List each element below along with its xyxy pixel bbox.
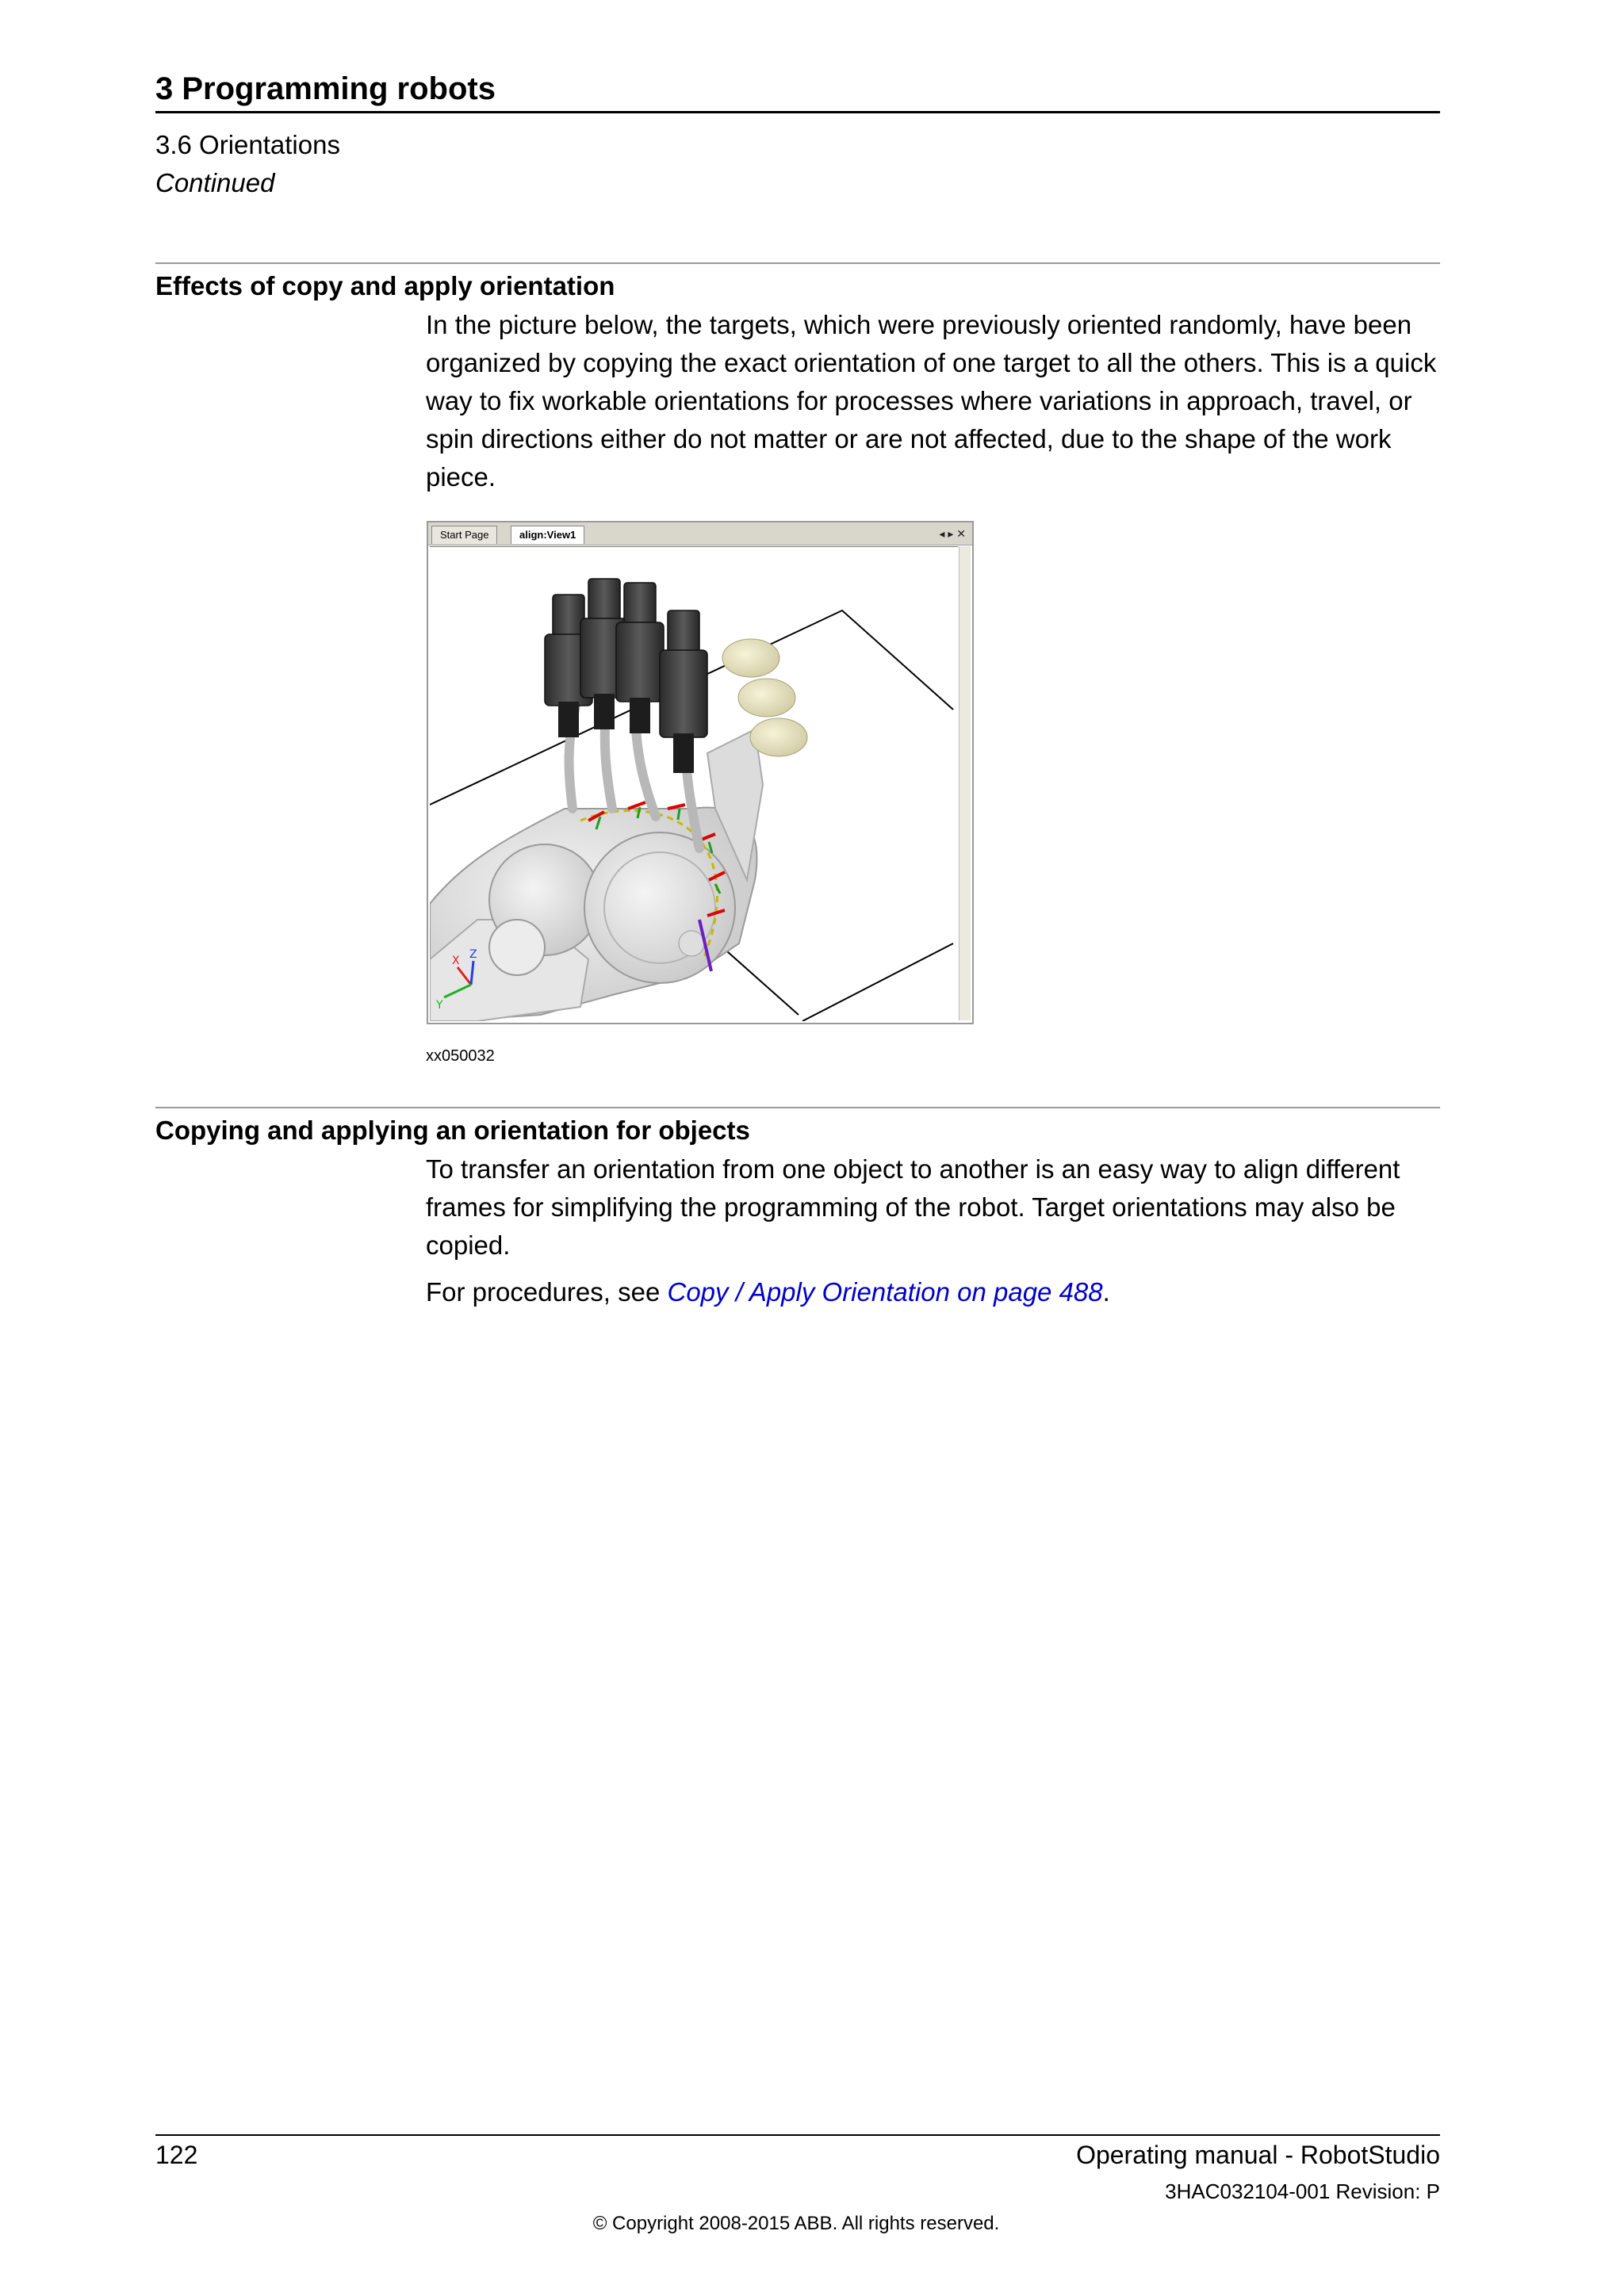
axis-z-label: Z <box>469 948 477 961</box>
document-id: 3HAC032104-001 Revision: P <box>1165 2179 1440 2203</box>
effects-paragraph: In the picture below, the targets, which were previously oriented randomly, have been organized by copying the exact orientation of one target to all the others. This is a quick way to fix workable orientations for processes where variations in approach, travel, or spin directions either do not matter or are not affected, due to the shape of the work piece. <box>426 310 1437 492</box>
view-tab-bar <box>428 522 972 545</box>
figure-caption: xx050032 <box>426 1047 495 1065</box>
axis-y-label: Y <box>436 999 443 1012</box>
tab-align-view[interactable]: align:View1 <box>511 526 584 544</box>
procedures-paragraph <box>426 1273 1445 1311</box>
tab-start-page[interactable]: Start Page <box>431 526 497 544</box>
section-divider <box>155 262 1440 264</box>
section-heading-copying: Copying and applying an orientation for objects <box>155 1115 750 1145</box>
header-rule <box>155 111 1440 113</box>
chapter-title: 3 Programming robots <box>155 71 496 106</box>
robotstudio-view-figure <box>427 521 974 1024</box>
workpiece-render-image <box>430 547 958 1021</box>
page-number: 122 <box>155 2141 198 2169</box>
tab-nav-close-controls[interactable]: ◂ ▸ ✕ <box>939 527 966 540</box>
continued-label: Continued <box>155 168 275 197</box>
copying-paragraph: To transfer an orientation from one object to another is an easy way to align different frames for simplifying the programming of the robot. Target orientations may also be copied. <box>426 1154 1400 1260</box>
axis-x-label: X <box>452 955 460 967</box>
procedures-prefix: For procedures, see <box>426 1277 668 1307</box>
viewport-scrollbar[interactable] <box>959 546 971 1020</box>
copyright-notice: © Copyright 2008-2015 ABB. All rights reserved. <box>592 2213 1000 2234</box>
section-divider <box>155 1107 1440 1108</box>
section-title: 3.6 Orientations <box>155 130 340 159</box>
footer-rule <box>155 2134 1440 2136</box>
procedures-suffix: . <box>1102 1277 1110 1307</box>
procedures-link[interactable]: Copy / Apply Orientation on page 488 <box>667 1277 1103 1307</box>
section-heading-effects: Effects of copy and apply orientation <box>155 271 615 300</box>
3d-viewport <box>430 546 958 1021</box>
manual-title: Operating manual - RobotStudio <box>1076 2141 1440 2169</box>
